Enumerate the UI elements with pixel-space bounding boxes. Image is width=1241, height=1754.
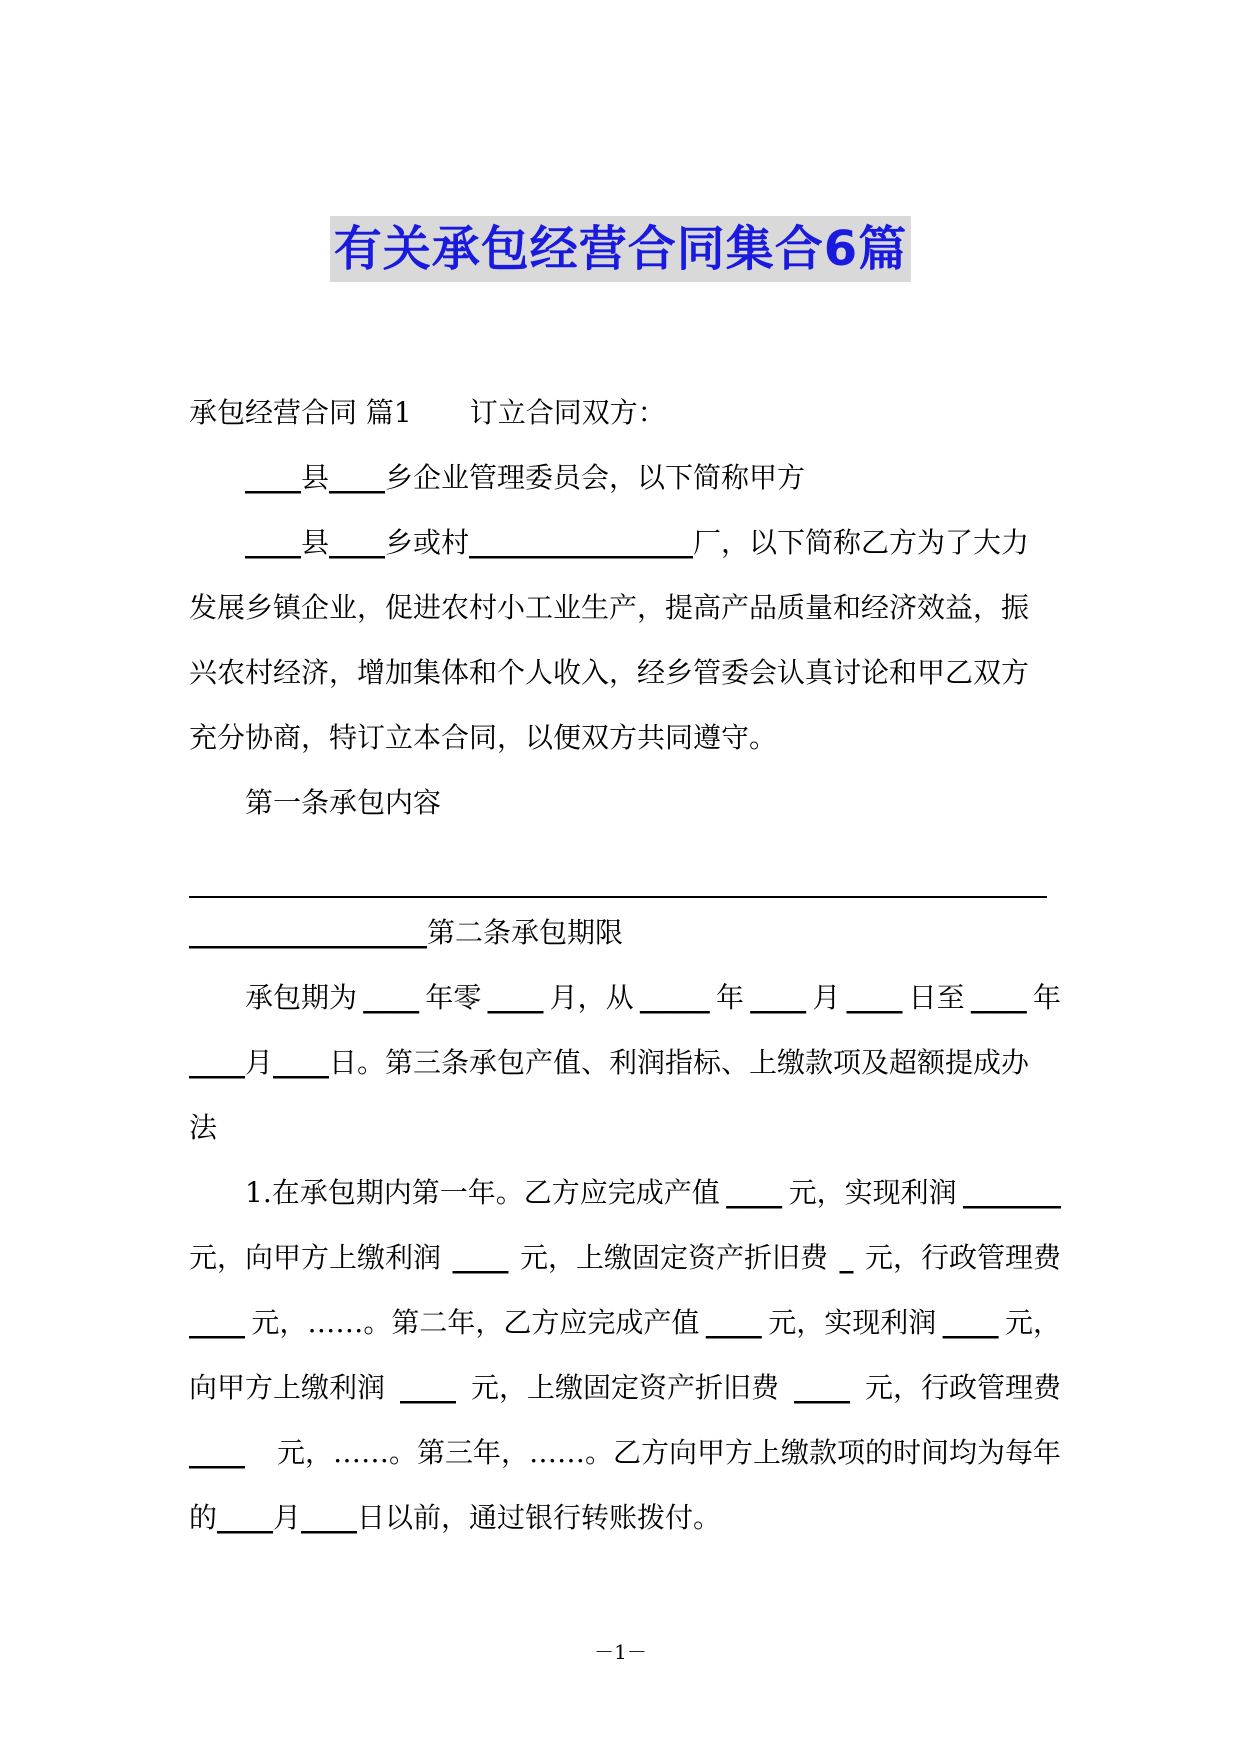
clause-text: 元，……。第二年，乙方应完成产值 [251, 1306, 700, 1339]
blank-field: ____ [705, 1306, 762, 1339]
blank-field: ____ [273, 1046, 330, 1079]
blank-field: ____ [970, 981, 1027, 1014]
clause-text: 元，行政管理费 [864, 1241, 1061, 1274]
purpose-line-3: 充分协商，特订立本合同，以便双方共同遵守。 [189, 721, 778, 754]
clause-text: 元，上缴固定资产折旧费 [470, 1371, 779, 1404]
blank-field: ____ [329, 526, 386, 559]
clause-text: 元，……。第三年，……。乙方向甲方上缴款项的时间均为每年 [276, 1436, 1061, 1469]
party-b-text: 厂，以下简称乙方为了大力 [693, 526, 1030, 559]
parties-label: 订立合同双方： [469, 396, 666, 429]
blank-field: _______ [963, 1176, 1061, 1209]
blank-field: ____ [189, 1436, 245, 1469]
term-line-2 [189, 1030, 1061, 1095]
blank-field: ____ [942, 1306, 999, 1339]
party-a-county: 县 [301, 461, 330, 494]
clause-1-line-1 [189, 1160, 1061, 1225]
blank-field: _________________ [189, 916, 427, 949]
blank-field: ____ [452, 1241, 509, 1274]
page-number: －1－ [594, 1640, 647, 1664]
clause-1-line-2 [189, 1225, 1061, 1290]
blank-field: ____ [487, 981, 544, 1014]
blank-field: ____ [189, 1046, 245, 1079]
party-b-county: 县 [301, 526, 330, 559]
clause-1-line-5 [189, 1420, 1061, 1485]
term-text: 年 [715, 981, 744, 1014]
clause-text: 向甲方上缴利润 [189, 1371, 386, 1404]
party-b-line [189, 510, 1061, 575]
clause-text: 元， [1004, 1306, 1061, 1339]
blank-field: ____ [217, 1501, 274, 1534]
clause-1-line-6 [189, 1485, 1061, 1550]
term-text: 年 [1032, 981, 1061, 1014]
clause-text: 元，行政管理费 [864, 1371, 1061, 1404]
section-heading-line [189, 380, 1061, 445]
blank-field: ____ [726, 1176, 783, 1209]
blank-field: ____ [793, 1371, 850, 1404]
clause-text: 元，上缴固定资产折旧费 [519, 1241, 828, 1274]
title-wrap [0, 216, 1241, 282]
section-heading: 承包经营合同 篇1 [189, 396, 412, 429]
term-text: 月 [812, 981, 841, 1014]
blank-field: ____ [189, 1306, 245, 1339]
blank-field: ____ [400, 1371, 456, 1404]
clause-text: 月 [273, 1501, 302, 1534]
clause-text: 元，向甲方上缴利润 [189, 1241, 442, 1274]
article-2-title: 第二条承包期限 [427, 916, 624, 949]
clause-text: 1.在承包期内第一年。乙方应完成产值 [245, 1176, 720, 1209]
purpose-line-1: 发展乡镇企业，促进农村小工业生产，提高产品质量和经济效益，振 [189, 591, 1030, 624]
term-text: 日。第三条承包产值、利润指标、上缴款项及超额提成办 [329, 1046, 1030, 1079]
blank-field: ________________ [469, 526, 694, 559]
blank-field: ____ [363, 981, 420, 1014]
clause-1-line-3 [189, 1290, 1061, 1355]
blank-field: ____ [750, 981, 807, 1014]
purpose-line-2: 兴农村经济，增加集体和个人收入，经乡管委会认真讨论和甲乙双方 [189, 656, 1030, 689]
term-text: 月，从 [549, 981, 634, 1014]
term-text: 承包期为 [245, 981, 358, 1014]
blank-field: _____ [639, 981, 710, 1014]
blank-field: ____ [245, 526, 301, 559]
party-b-village: 乡或村 [385, 526, 470, 559]
term-line-1 [189, 965, 1061, 1030]
article-2-line [189, 900, 1061, 965]
blank-field: ____ [846, 981, 903, 1014]
term-text: 日至 [908, 981, 965, 1014]
blank-field: _ [839, 1241, 854, 1274]
term-line-3: 法 [189, 1111, 218, 1144]
term-text: 月 [245, 1046, 274, 1079]
clause-text: 的 [189, 1501, 218, 1534]
party-a-text: 乡企业管理委员会，以下简称甲方 [385, 461, 806, 494]
document-title: 有关承包经营合同集合6篇 [330, 216, 911, 282]
article-1-title: 第一条承包内容 [245, 786, 442, 819]
document-body [189, 380, 1061, 1550]
blank-field: ____ [301, 1501, 358, 1534]
clause-1-line-4 [189, 1355, 1061, 1420]
blank-field: ____ [329, 461, 386, 494]
blank-field: ____ [245, 461, 301, 494]
clause-text: 日以前，通过银行转账拨付。 [357, 1501, 722, 1534]
clause-text: 元，实现利润 [768, 1306, 937, 1339]
term-text: 年零 [425, 981, 482, 1014]
party-a-line [189, 445, 1061, 510]
clause-text: 元，实现利润 [788, 1176, 957, 1209]
